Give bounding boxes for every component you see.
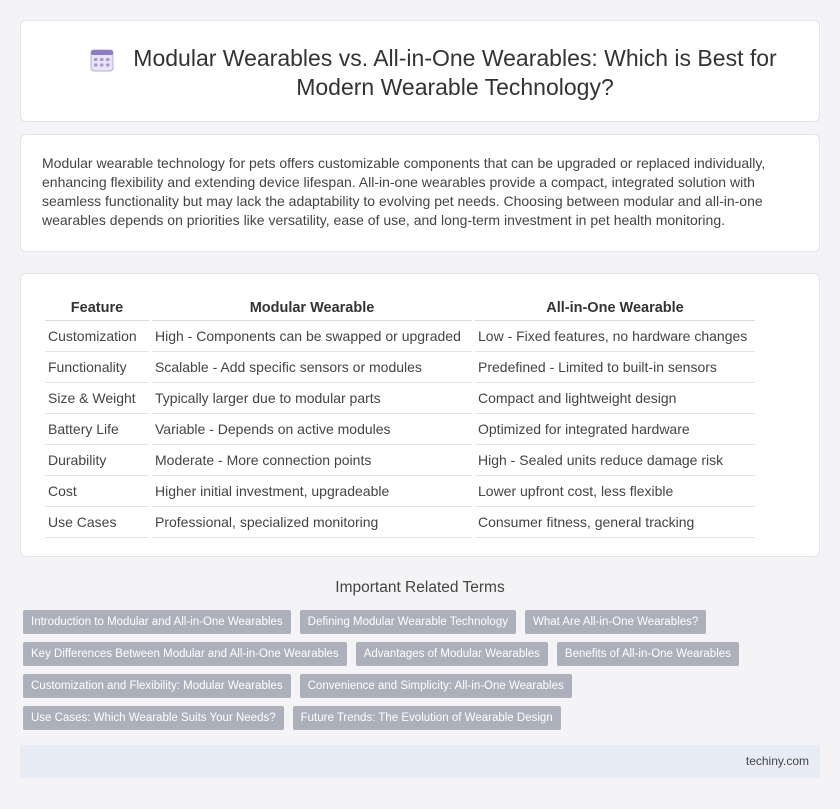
modular-cell: Variable - Depends on active modules: [152, 414, 472, 445]
tag-row: [23, 642, 823, 666]
table-row: [45, 321, 755, 352]
related-term-tag[interactable]: Future Trends: The Evolution of Wearable Design: [293, 706, 561, 730]
table-row: [45, 352, 755, 383]
related-term-tag[interactable]: Key Differences Between Modular and All-in-One Wearables: [23, 642, 347, 666]
intro-card: [20, 134, 820, 252]
all-in-one-cell: Consumer fitness, general tracking: [475, 507, 755, 538]
tag-row: [23, 674, 823, 698]
related-term-tag[interactable]: Defining Modular Wearable Technology: [300, 610, 516, 634]
table-row: [45, 414, 755, 445]
all-in-one-cell: High - Sealed units reduce damage risk: [475, 445, 755, 476]
comparison-card: [20, 273, 820, 557]
table-header-row: [45, 294, 755, 321]
feature-cell: Customization: [45, 321, 149, 352]
all-in-one-cell: Optimized for integrated hardware: [475, 414, 755, 445]
tag-row: [23, 706, 823, 730]
footer-site-link[interactable]: techiny.com: [745, 754, 809, 768]
modular-cell: Scalable - Add specific sensors or modules: [152, 352, 472, 383]
tag-row: [23, 610, 823, 634]
modular-cell: Professional, specialized monitoring: [152, 507, 472, 538]
table-row: [45, 507, 755, 538]
related-term-tag[interactable]: Use Cases: Which Wearable Suits Your Needs?: [23, 706, 284, 730]
all-in-one-cell: Lower upfront cost, less flexible: [475, 476, 755, 507]
table-row: [45, 476, 755, 507]
table-row: [45, 383, 755, 414]
related-term-tag[interactable]: Introduction to Modular and All-in-One Wearables: [23, 610, 291, 634]
all-in-one-cell: Low - Fixed features, no hardware changes: [475, 321, 755, 352]
all-in-one-cell: Compact and lightweight design: [475, 383, 755, 414]
header-feature: Feature: [45, 294, 149, 321]
related-terms-list: [23, 610, 823, 738]
modular-cell: Higher initial investment, upgradeable: [152, 476, 472, 507]
feature-cell: Battery Life: [45, 414, 149, 445]
related-term-tag[interactable]: Advantages of Modular Wearables: [356, 642, 548, 666]
modular-cell: High - Components can be swapped or upgraded: [152, 321, 472, 352]
modular-cell: Typically larger due to modular parts: [152, 383, 472, 414]
page-title: Modular Wearables vs. All-in-One Wearables: Which is Best for Modern Wearable Technology?: [133, 45, 777, 100]
header-all-in-one: All-in-One Wearable: [475, 294, 755, 321]
all-in-one-cell: Predefined - Limited to built-in sensors: [475, 352, 755, 383]
feature-cell: Cost: [45, 476, 149, 507]
related-term-tag[interactable]: Benefits of All-in-One Wearables: [557, 642, 739, 666]
header-modular: Modular Wearable: [152, 294, 472, 321]
table-row: [45, 445, 755, 476]
modular-cell: Moderate - More connection points: [152, 445, 472, 476]
feature-cell: Functionality: [45, 352, 149, 383]
feature-cell: Size & Weight: [45, 383, 149, 414]
intro-paragraph: Modular wearable technology for pets offers customizable components that can be upgraded or replaced individually, enhancing flexibility and extending device lifespan. All-in-one wearables provide a compact, integrated solution with seamless functionality but may lack the adaptability to evolving pet needs. Choosing between modular and all-in-one wearables depends on priorities like versatility, ease of use, and long-term investment in pet health monitoring.: [42, 155, 766, 228]
footer: [20, 745, 820, 778]
related-term-tag[interactable]: Customization and Flexibility: Modular Wearables: [23, 674, 291, 698]
related-term-tag[interactable]: What Are All-in-One Wearables?: [525, 610, 706, 634]
related-terms-heading: Important Related Terms: [335, 579, 505, 596]
feature-cell: Use Cases: [45, 507, 149, 538]
comparison-table: [42, 294, 758, 538]
title-card: [20, 20, 820, 122]
feature-cell: Durability: [45, 445, 149, 476]
related-term-tag[interactable]: Convenience and Simplicity: All-in-One Wearables: [300, 674, 572, 698]
